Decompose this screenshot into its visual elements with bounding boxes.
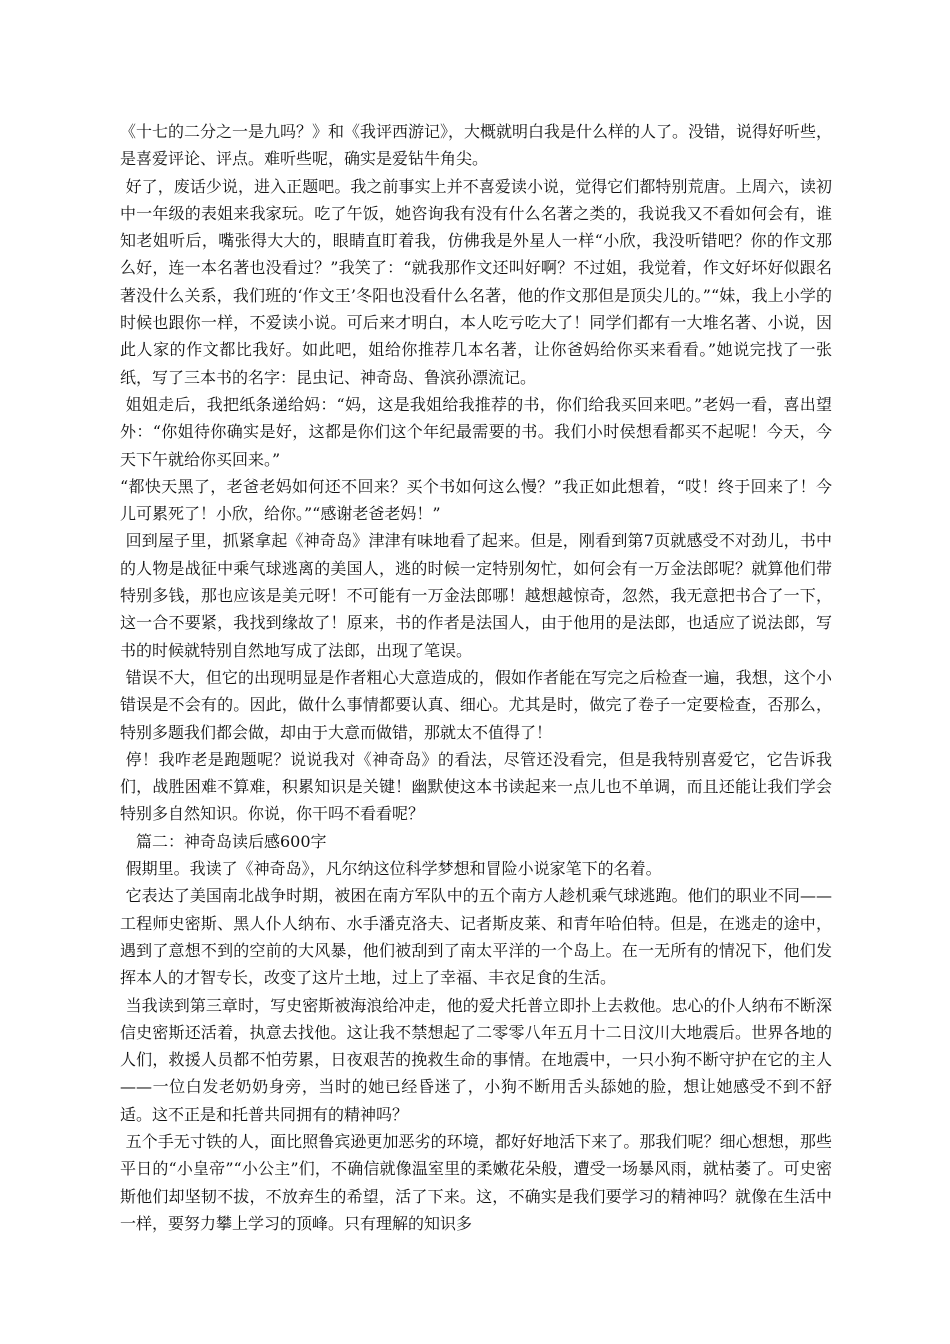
paragraph: 好了，废话少说，进入正题吧。我之前事实上并不喜爱读小说，觉得它们都特别荒唐。上周六，读初中一年级的表姐来我家玩。吃了午饭，她咨询我有没有什么名著之类的，我说我又不看如何会有，谁知老姐听后，嘴张得大大的，眼睛直盯着我，仿佛我是外星人一样“小欣，我没听错吧？你的作文那么好，连一本名著也没看过？”我笑了：“就我那作文还叫好啊？不过姐，我觉着，作文好坏好似跟名著没什么关系，我们班的‘作文王’冬阳也没看什么名著，他的作文那但是顶尖儿的。”“妹，我上小学的时候也跟你一样，不爱读小说。可后来才明白，本人吃亏吃大了！同学们都有一大堆名著、小说，因此人家的作文都比我好。如此吧，姐给你推荐几本名著，让你爸妈给你买来看看。”她说完找了一张纸，写了三本书的名字：昆虫记、神奇岛、鲁滨孙漂流记。: [120, 176, 832, 387]
paragraph: 假期里。我读了《神奇岛》，凡尔纳这位科学梦想和冒险小说家笔下的名着。: [125, 859, 662, 879]
paragraph: “都快天黑了，老爸老妈如何还不回来？买个书如何这么慢？”我正如此想着，“哎！终于回来了！今儿可累死了！小欣，给你。”“感谢老爸老妈！”: [120, 476, 832, 524]
document-body: [120, 118, 832, 1237]
paragraph: 停！我咋老是跑题呢？说说我对《神奇岛》的看法，尽管还没看完，但是我特别喜爱它，它告诉我们，战胜困难不算难，积累知识是关键！幽默使这本书读起来一点儿也不单调，而且还能让我们学会特别多自然知识。你说，你干吗不看看呢？: [120, 749, 832, 824]
paragraph: 《十七的二分之一是九吗？》和《我评西游记》，大概就明白我是什么样的人了。没错，说得好听些，是喜爱评论、评点。难听些呢，确实是爱钻牛角尖。: [120, 122, 833, 169]
paragraph: 回到屋子里，抓紧拿起《神奇岛》津津有味地看了起来。但是，刚看到第7页就感受不对劲儿，书中的人物是战征中乘气球逃离的美国人，逃的时候一定特别匆忙，如何会有一万金法郎呢？就算他们带特别多钱，那也应该是美元呀！不可能有一万金法郎哪！越想越惊奇，忽然，我无意把书合了一下，这一合不要紧，我找到缘故了！原来，书的作者是法国人，由于他用的是法郎，也适应了说法郎，写书的时候就特别自然地写成了法郎，出现了笔误。: [120, 531, 832, 660]
section-heading: 篇二：神奇岛读后感600字: [136, 831, 327, 851]
paragraph: 错误不大，但它的出现明显是作者粗心大意造成的，假如作者能在写完之后检查一遍，我想，这个小错误是不会有的。因此，做什么事情都要认真、细心。尤其是时，做完了卷子一定要检查，否那么，特别多题我们都会做，却由于大意而做错，那就太不值得了！: [120, 667, 832, 742]
paragraph: 五个手无寸铁的人，面比照鲁宾逊更加恶劣的环境，都好好地活下来了。那我们呢？细心想想，那些平日的“小皇帝”“小公主”们，不确信就像温室里的柔嫩花朵般，遭受一场暴风雨，就枯萎了。可史密斯他们却坚韧不拔，不放弃生的希望，活了下来。这，不确实是我们要学习的精神吗？就像在生活中一样，要努力攀上学习的顶峰。只有理解的知识多: [120, 1131, 832, 1233]
paragraph: 它表达了美国南北战争时期，被困在南方军队中的五个南方人趁机乘气球逃跑。他们的职业不同——工程师史密斯、黑人仆人纳布、水手潘克洛夫、记者斯皮莱、和青年哈伯特。但是，在逃走的途中，遇到了意想不到的空前的大风暴，他们被刮到了南太平洋的一个岛上。在一无所有的情况下，他们发挥本人的才智专长，改变了这片土地，过上了幸福、丰衣足食的生活。: [120, 886, 832, 988]
paragraph: 姐姐走后，我把纸条递给妈：“妈，这是我姐给我推荐的书，你们给我买回来吧。”老妈一看，喜出望外：“你姐待你确实是好，这都是你们这个年纪最需要的书。我们小时侯想看都买不起呢！今天，今天下午就给你买回来。”: [120, 394, 832, 469]
paragraph: 当我读到第三章时，写史密斯被海浪给冲走，他的爱犬托普立即扑上去救他。忠心的仆人纳布不断深信史密斯还活着，执意去找他。这让我不禁想起了二零零八年五月十二日汶川大地震后。世界各地的人们，救援人员都不怕劳累，日夜艰苦的挽救生命的事情。在地震中，一只小狗不断守护在它的主人——一位白发老奶奶身旁，当时的她已经昏迷了，小狗不断用舌头舔她的脸，想让她感受不到不舒适。这不正是和托普共同拥有的精神吗？: [120, 995, 832, 1124]
